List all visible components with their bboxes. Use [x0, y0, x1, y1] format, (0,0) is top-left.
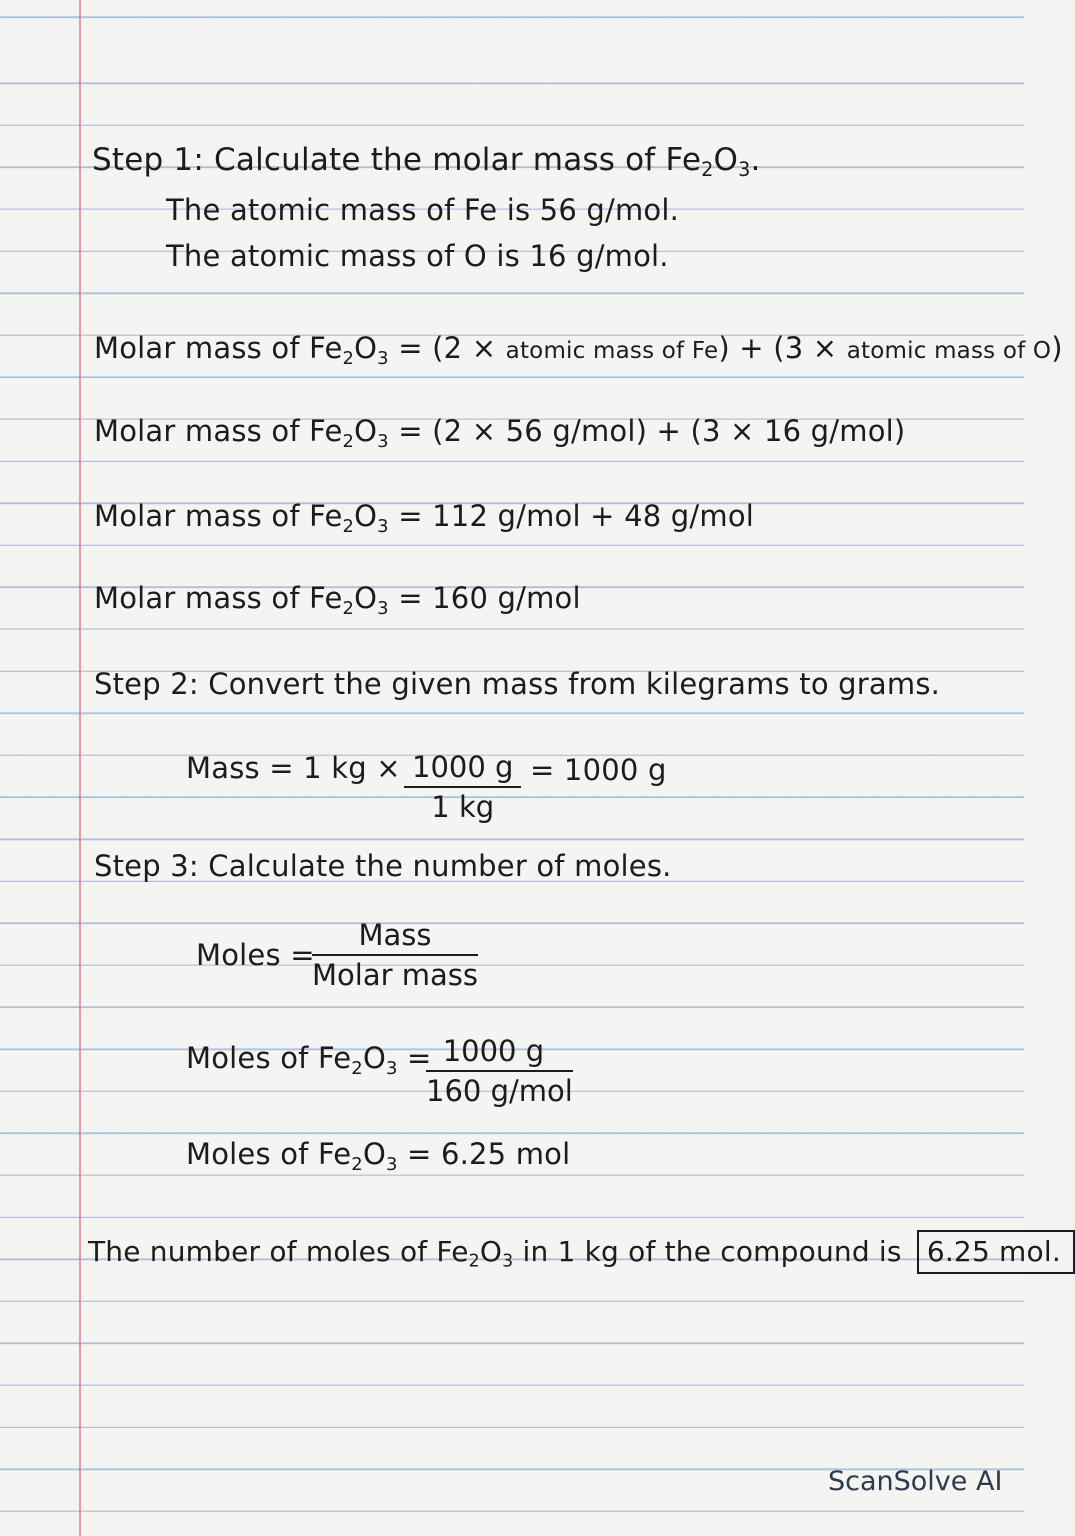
subscript: 3: [377, 597, 389, 619]
oxygen-symbol: O: [354, 499, 378, 533]
subscript: 2: [468, 1251, 480, 1272]
fraction-numerator: 1000 g: [426, 1034, 573, 1072]
o-atomic-mass-line: The atomic mass of O is 16 g/mol.: [166, 239, 669, 273]
conclusion-line: [88, 1230, 1075, 1274]
formula-part: atomic mass of O: [846, 338, 1052, 364]
moles-formula-lhs: Moles =: [196, 938, 315, 972]
formula-part: = (2 ×: [398, 331, 506, 365]
answer-box: 6.25 mol.: [917, 1230, 1075, 1274]
formula-part: = (2 × 56 g/mol) + (3 × 16 g/mol): [398, 414, 906, 448]
fraction-denominator: Molar mass: [312, 958, 478, 992]
oxygen-symbol: O: [354, 414, 378, 448]
molar-mass-label: Molar mass of Fe: [94, 499, 343, 533]
molar-mass-result-line: [94, 580, 581, 619]
molar-mass-label: Molar mass of Fe: [94, 331, 343, 365]
conclusion-text: in 1 kg of the compound is: [513, 1235, 902, 1268]
subscript: 3: [385, 1057, 398, 1079]
formula-part: = 112 g/mol + 48 g/mol: [398, 499, 755, 533]
molar-mass-label: Molar mass of Fe: [94, 581, 343, 615]
mass-conversion-rhs: = 1000 g: [530, 753, 667, 787]
molar-mass-label: Molar mass of Fe: [94, 414, 343, 448]
formula-part: = 6.25 mol: [407, 1137, 571, 1171]
moles-substitution-fraction: [426, 1034, 573, 1108]
scansolve-watermark: ScanSolve AI: [828, 1466, 1003, 1497]
step2-heading: Step 2: Convert the given mass from kilegrams to grams.: [94, 667, 941, 701]
moles-substitution-lhs: [186, 1040, 432, 1079]
subscript: 2: [342, 515, 355, 537]
formula-part: ) + (3 ×: [718, 331, 847, 365]
molar-mass-formula-line: [94, 330, 1063, 369]
moles-formula-fraction: [312, 918, 478, 992]
oxygen-symbol: O: [362, 1041, 386, 1075]
conversion-fraction: [404, 750, 521, 824]
formula-part: atomic mass of Fe: [505, 338, 719, 364]
oxygen-symbol: O: [713, 142, 739, 178]
period: .: [750, 142, 761, 178]
subscript: 3: [377, 515, 389, 537]
subscript: 2: [351, 1153, 363, 1175]
oxygen-symbol: O: [362, 1137, 386, 1171]
subscript: 3: [502, 1251, 514, 1272]
subscript: 3: [738, 158, 751, 182]
oxygen-symbol: O: [354, 581, 378, 615]
fraction-denominator: 160 g/mol: [426, 1074, 573, 1108]
subscript: 2: [351, 1057, 363, 1079]
subscript: 3: [377, 347, 389, 369]
oxygen-symbol: O: [354, 331, 378, 365]
moles-result-line: [186, 1136, 571, 1175]
subscript: 2: [342, 430, 355, 452]
fraction-numerator: Mass: [312, 918, 478, 956]
step1-heading: [92, 142, 761, 182]
molar-mass-substitution-line: [94, 413, 906, 452]
molar-mass-sum-line: [94, 498, 755, 537]
subscript: 2: [342, 597, 355, 619]
step1-heading-text: Step 1: Calculate the molar mass of Fe: [92, 142, 702, 178]
moles-of-label: Moles of Fe: [186, 1041, 352, 1075]
fe-atomic-mass-line: The atomic mass of Fe is 56 g/mol.: [166, 193, 680, 227]
formula-part: = 160 g/mol: [398, 581, 581, 615]
subscript: 3: [385, 1153, 398, 1175]
subscript: 2: [342, 347, 355, 369]
equals-sign: =: [407, 1041, 432, 1075]
mass-conversion-lhs: Mass = 1 kg ×: [186, 751, 401, 785]
fraction-denominator: 1 kg: [431, 790, 495, 824]
subscript: 3: [377, 430, 389, 452]
conclusion-text: The number of moles of Fe: [88, 1235, 469, 1268]
step3-heading: Step 3: Calculate the number of moles.: [94, 849, 672, 883]
subscript: 2: [701, 158, 714, 182]
formula-part: ): [1051, 331, 1063, 365]
margin-line: [79, 0, 81, 1536]
oxygen-symbol: O: [479, 1235, 503, 1268]
moles-of-label: Moles of Fe: [186, 1137, 352, 1171]
fraction-numerator: 1000 g: [404, 750, 521, 788]
